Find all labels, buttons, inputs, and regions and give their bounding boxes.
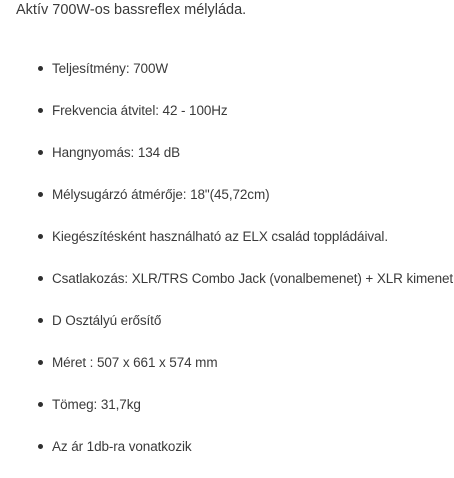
spec-power: Teljesítmény: 700W (52, 61, 168, 76)
bullet-icon (38, 318, 43, 323)
product-intro-text: Aktív 700W-os bassreflex mélyláda. (16, 2, 247, 18)
spec-dimensions: Méret : 507 x 661 x 574 mm (52, 355, 218, 370)
list-item (0, 142, 454, 184)
list-item (0, 436, 454, 478)
bullet-icon (38, 234, 43, 239)
list-item (0, 268, 454, 310)
list-item (0, 58, 454, 100)
bullet-icon (38, 402, 43, 407)
list-item (0, 100, 454, 142)
spec-list (0, 58, 454, 478)
list-item (0, 226, 454, 268)
bullet-icon (38, 276, 43, 281)
spec-woofer-diameter: Mélysugárzó átmérője: 18"(45,72cm) (52, 187, 270, 202)
spec-frequency-response: Frekvencia átvitel: 42 - 100Hz (52, 103, 228, 118)
spec-amplifier: D Osztályú erősítő (52, 313, 162, 328)
spec-compatibility: Kiegészítésként használható az ELX család toppládáival. (52, 229, 388, 244)
bullet-icon (38, 66, 43, 71)
list-item (0, 184, 454, 226)
spec-sound-pressure: Hangnyomás: 134 dB (52, 145, 181, 160)
bullet-icon (38, 360, 43, 365)
bullet-icon (38, 192, 43, 197)
list-item (0, 310, 454, 352)
bullet-icon (38, 444, 43, 449)
list-item (0, 394, 454, 436)
list-item (0, 352, 454, 394)
bullet-icon (38, 108, 43, 113)
spec-connectors: Csatlakozás: XLR/TRS Combo Jack (vonalbemenet) + XLR kimenet (52, 271, 454, 286)
spec-weight: Tömeg: 31,7kg (52, 397, 141, 412)
spec-price-note: Az ár 1db-ra vonatkozik (52, 439, 192, 454)
bullet-icon (38, 150, 43, 155)
